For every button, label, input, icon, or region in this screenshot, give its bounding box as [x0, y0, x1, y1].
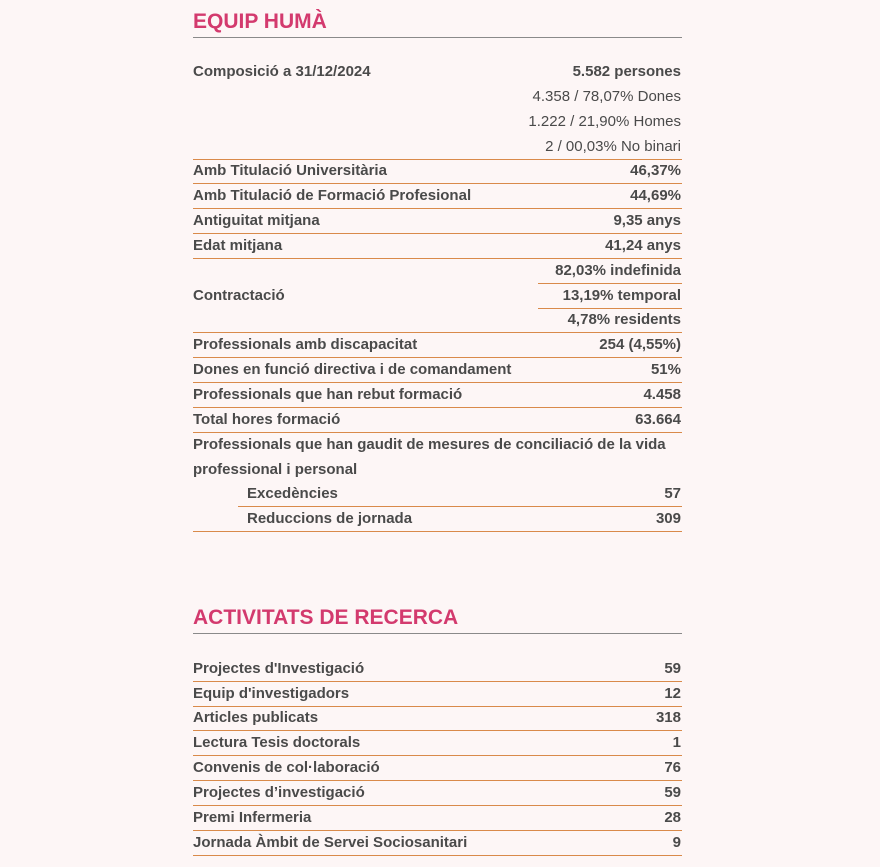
section-title-equip: EQUIP HUMÀ: [193, 8, 682, 38]
row-label: Amb Titulació Universitària: [193, 162, 387, 179]
row-value: 309: [655, 510, 681, 527]
table-row: [193, 657, 682, 682]
table-row: [193, 682, 682, 707]
row-label: Professionals que han rebut formació: [193, 386, 463, 403]
contractacio-indefinida: 82,03% indefinida: [555, 262, 681, 279]
row-label: Equip d'investigadors: [193, 685, 350, 702]
row-label: Articles publicats: [193, 709, 319, 726]
row-value: 76: [664, 759, 681, 776]
row-label: Edat mitjana: [193, 237, 283, 254]
composicio-nobinari: 2 / 00,03% No binari: [545, 138, 681, 155]
row-label: Jornada Àmbit de Servei Sociosanitari: [193, 834, 468, 851]
row-label: Projectes d'Investigació: [193, 660, 365, 677]
row-value: 46,37%: [630, 162, 681, 179]
contractacio-label: Contractació: [193, 287, 285, 304]
table-row: [193, 209, 682, 234]
composicio-label: Composició a 31/12/2024: [193, 63, 371, 80]
row-value: 1: [672, 734, 681, 751]
section-title-recerca: ACTIVITATS DE RECERCA: [193, 604, 682, 634]
row-value: 59: [664, 784, 681, 801]
recerca-section: [193, 604, 682, 859]
row-label: Reduccions de jornada: [247, 510, 413, 527]
contractacio-residents: 4,78% residents: [567, 311, 681, 328]
conciliacio-row: [193, 507, 682, 532]
row-label: Amb Titulació de Formació Profesional: [193, 187, 472, 204]
row-value: 41,24 anys: [605, 237, 681, 254]
row-label: Dones en funció directiva i de comandament: [193, 361, 512, 378]
row-value: 9,35 anys: [613, 212, 681, 229]
row-label: Antiguitat mitjana: [193, 212, 320, 229]
conciliacio-row: [238, 482, 682, 507]
row-value: 254 (4,55%): [599, 336, 681, 353]
row-value: 28: [664, 809, 681, 826]
composicio-dones-row: [193, 85, 682, 110]
table-row: [193, 831, 682, 856]
table-row: [193, 234, 682, 259]
row-label: Projectes d’investigació: [193, 784, 365, 801]
composicio-row: [193, 60, 682, 85]
contractacio-temporal-row: [538, 284, 682, 309]
contractacio-temporal: 13,19% temporal: [562, 287, 681, 304]
table-row: [193, 756, 682, 781]
row-value: 4.458: [643, 386, 681, 403]
table-row: [193, 408, 682, 433]
row-value: 51%: [650, 361, 681, 378]
table-row: [193, 731, 682, 756]
equip-huma-section: [193, 8, 682, 538]
row-value: 318: [655, 709, 681, 726]
row-value: 44,69%: [630, 187, 681, 204]
contractacio-indefinida-row: [538, 259, 682, 284]
row-value: 63.664: [635, 411, 681, 428]
table-row: [193, 781, 682, 806]
row-value: 9: [672, 834, 681, 851]
table-row: [193, 333, 682, 358]
row-label: Total hores formació: [193, 411, 341, 428]
row-label: Lectura Tesis doctorals: [193, 734, 361, 751]
composicio-total: 5.582 persones: [572, 63, 681, 80]
table-row: [193, 383, 682, 408]
row-value: 12: [664, 685, 681, 702]
table-row: [193, 159, 682, 184]
table-row: [193, 706, 682, 731]
row-label: Professionals amb discapacitat: [193, 336, 418, 353]
row-value: 57: [664, 485, 681, 502]
table-row: [193, 184, 682, 209]
row-label: Premi Infermeria: [193, 809, 312, 826]
row-value: 59: [664, 660, 681, 677]
conciliacio-text: Professionals que han gaudit de mesures de conciliació de la vida professional i personal: [193, 436, 666, 478]
row-label: Convenis de col·laboració: [193, 759, 380, 776]
row-label: Excedències: [247, 485, 338, 502]
table-row: [193, 806, 682, 831]
composicio-homes: 1.222 / 21,90% Homes: [528, 113, 681, 130]
composicio-homes-row: [193, 110, 682, 135]
composicio-nobinari-row: [193, 135, 682, 160]
table-row: [193, 358, 682, 383]
composicio-dones: 4.358 / 78,07% Dones: [532, 88, 681, 105]
